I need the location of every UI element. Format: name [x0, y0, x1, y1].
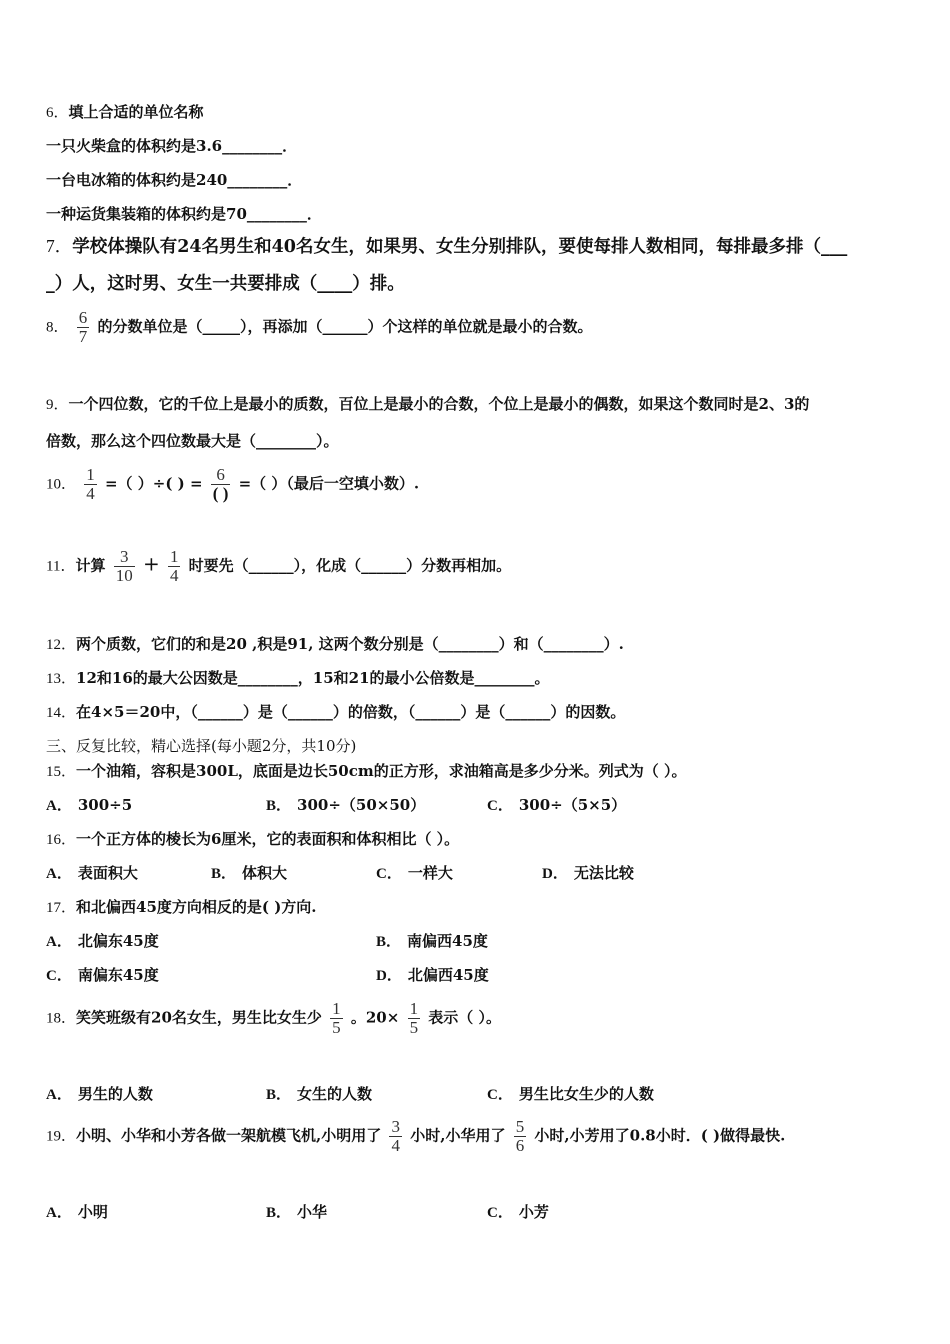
q10-middle: =（ ）÷( ) = — [104, 474, 203, 493]
q10-number: 10． — [46, 476, 77, 493]
q11 — [46, 548, 511, 585]
q15-option-a-text: 300÷5 — [77, 796, 133, 814]
q19-fraction-1 — [389, 1118, 402, 1155]
q17-option-d-label: D． — [376, 968, 402, 984]
q14 — [46, 702, 625, 723]
q19-option-c-label: C． — [487, 1205, 513, 1221]
q14-text: 在4×5＝20中，（______）是（______）的倍数，（______）是（______）的因数。 — [76, 703, 626, 721]
q11-fraction-1 — [114, 548, 135, 585]
q16-option-a-label: A． — [46, 866, 72, 882]
q11-frac2-denominator: 4 — [169, 566, 179, 585]
q12 — [46, 634, 624, 655]
q17-option-a-text: 北偏东45度 — [77, 932, 159, 950]
q17-number: 17． — [46, 900, 77, 916]
q11-frac1-denominator: 10 — [115, 566, 133, 585]
q19-option-b-label: B． — [266, 1205, 292, 1221]
q15-option-b[interactable] — [266, 795, 425, 816]
q18-option-a-text: 男生的人数 — [77, 1085, 153, 1103]
q18-frac2-denominator: 5 — [409, 1018, 419, 1037]
q19-frac2-denominator: 6 — [515, 1136, 525, 1155]
q15-number: 15． — [46, 764, 77, 780]
q19-text-2: 小时,小华用了 — [410, 1126, 506, 1145]
q6-line-1: 一只火柴盒的体积约是3.6________． — [46, 137, 298, 155]
q11-number: 11． — [46, 558, 76, 575]
q19-text-3: 小时,小芳用了0.8小时．( )做得最快. — [534, 1126, 786, 1145]
q15-option-c[interactable] — [487, 795, 626, 816]
q19-option-b[interactable] — [266, 1202, 327, 1223]
q8-number: 8． — [46, 319, 69, 336]
q17-option-c-label: C． — [46, 968, 72, 984]
q19-frac1-numerator: 3 — [391, 1117, 400, 1136]
q18-option-b-text: 女生的人数 — [297, 1085, 373, 1103]
q10-frac-denominator: 4 — [86, 484, 95, 503]
q18-option-c[interactable] — [487, 1084, 654, 1105]
q16-option-c-text: 一样大 — [407, 864, 453, 882]
q18-frac1-numerator: 1 — [332, 999, 341, 1018]
q18 — [46, 1000, 501, 1037]
q11-frac2-numerator: 1 — [169, 547, 179, 566]
q19-text-1: 小明、小华和小芳各做一架航模飞机,小明用了 — [76, 1126, 382, 1145]
q15-option-c-text: 300÷（5×5） — [518, 796, 627, 814]
q17-option-d[interactable] — [376, 965, 489, 986]
q7-text-1: 学校体操队有24名男生和40名女生，如果男、女生分别排队，要使每排人数相同，每排最多排（___ — [72, 237, 848, 257]
q8-frac-numerator: 6 — [78, 308, 88, 327]
q18-option-c-label: C． — [487, 1087, 513, 1103]
q18-text-2: 。20× — [350, 1008, 400, 1027]
q9-line-1 — [46, 394, 809, 415]
q18-fraction-1 — [330, 1000, 343, 1037]
q18-text-3: 表示（ ）。 — [428, 1008, 502, 1027]
q7-line-1 — [46, 236, 847, 257]
q17 — [46, 897, 317, 918]
q17-option-b-label: B． — [376, 934, 402, 950]
q19-option-c-text: 小芳 — [518, 1203, 549, 1221]
q8-fraction — [77, 309, 90, 346]
q18-text-1: 笑笑班级有20名女生，男生比女生少 — [76, 1008, 322, 1027]
q10-tail: =（ ）（最后一空填小数）. — [238, 474, 420, 493]
q16-option-b[interactable] — [211, 863, 287, 884]
q19-option-c[interactable] — [487, 1202, 549, 1223]
q17-option-d-text: 北偏西45度 — [407, 966, 489, 984]
q16-option-d-text: 无法比较 — [573, 864, 634, 882]
q18-option-a[interactable] — [46, 1084, 153, 1105]
q16-text: 一个正方体的棱长为6厘米，它的表面积和体积相比（ ）。 — [76, 830, 460, 848]
q9-text-1: 一个四位数，它的千位上是最小的质数，百位上是最小的合数，个位上是最小的偶数，如果这个数同时是2、3的 — [68, 395, 810, 413]
q11-frac1-numerator: 3 — [119, 547, 129, 566]
q12-number: 12． — [46, 637, 77, 653]
q9-line-2: 倍数，那么这个四位数最大是（________）。 — [46, 432, 339, 450]
q18-option-a-label: A． — [46, 1087, 72, 1103]
q10-fraction-2 — [211, 466, 231, 503]
q15-option-a-label: A． — [46, 798, 72, 814]
q11-plus: + — [142, 551, 160, 576]
q13-number: 13． — [46, 671, 77, 687]
q18-fraction-2 — [408, 1000, 421, 1037]
q11-prefix: 计算 — [75, 556, 106, 575]
q6-title — [46, 102, 204, 123]
q15-text: 一个油箱，容积是300L，底面是边长50cm的正方形，求油箱高是多少分米。列式为（ ）。 — [76, 762, 687, 780]
q19-frac1-denominator: 4 — [391, 1136, 400, 1155]
q10-frac2-numerator: 6 — [216, 465, 225, 484]
q7-number: 7． — [46, 236, 73, 256]
q19 — [46, 1118, 785, 1155]
q17-option-b[interactable] — [376, 931, 488, 952]
q17-text: 和北偏西45度方向相反的是( )方向. — [76, 898, 317, 916]
q9-number: 9． — [46, 397, 69, 413]
q8 — [46, 309, 593, 346]
q11-fraction-2 — [168, 548, 181, 585]
q17-option-c[interactable] — [46, 965, 159, 986]
q11-text: 时要先（______），化成（______）分数再相加。 — [188, 556, 512, 575]
q18-number: 18． — [46, 1010, 77, 1027]
q15-option-b-label: B． — [266, 798, 292, 814]
q17-option-c-text: 南偏东45度 — [77, 966, 159, 984]
q18-frac2-numerator: 1 — [409, 999, 419, 1018]
q19-option-a-text: 小明 — [77, 1203, 108, 1221]
q19-option-a[interactable] — [46, 1202, 108, 1223]
q17-option-a[interactable] — [46, 931, 159, 952]
q18-option-b[interactable] — [266, 1084, 372, 1105]
q18-option-b-label: B． — [266, 1087, 292, 1103]
q15 — [46, 761, 686, 782]
q18-frac1-denominator: 5 — [332, 1018, 341, 1037]
q16-option-b-label: B． — [211, 866, 237, 882]
q15-option-b-text: 300÷（50×50） — [297, 796, 426, 814]
q8-text: 的分数单位是（_____），再添加（______）个这样的单位就是最小的合数。 — [97, 317, 593, 336]
q10-frac-numerator: 1 — [86, 465, 95, 484]
q7-line-2: _）人，这时男、女生一共要排成（____）排。 — [46, 274, 405, 294]
q16-option-c[interactable] — [376, 863, 453, 884]
q15-option-c-label: C． — [487, 798, 513, 814]
q16-option-a[interactable] — [46, 863, 138, 884]
q6-line-3: 一种运货集装箱的体积约是70________． — [46, 205, 322, 223]
q16-number: 16． — [46, 832, 77, 848]
q14-number: 14． — [46, 705, 77, 721]
q15-option-a[interactable] — [46, 795, 132, 816]
q13 — [46, 668, 550, 689]
q17-option-b-text: 南偏西45度 — [407, 932, 488, 950]
q16-option-d[interactable] — [542, 863, 634, 884]
q19-fraction-2 — [514, 1118, 527, 1155]
q6-line-2: 一台电冰箱的体积约是240________． — [46, 171, 303, 189]
q16 — [46, 829, 459, 850]
q19-frac2-numerator: 5 — [515, 1117, 525, 1136]
q16-option-a-text: 表面积大 — [77, 864, 138, 882]
q16-option-b-text: 体积大 — [242, 864, 288, 882]
q19-number: 19． — [46, 1128, 77, 1145]
q13-text: 12和16的最大公因数是________，15和21的最小公倍数是________。 — [76, 669, 550, 687]
q17-option-a-label: A． — [46, 934, 72, 950]
q10 — [46, 466, 419, 503]
q12-text: 两个质数，它们的和是20 ,积是91, 这两个数分别是（________）和（________）. — [76, 635, 624, 653]
q8-frac-denominator: 7 — [78, 327, 88, 346]
q19-option-a-label: A． — [46, 1205, 72, 1221]
q19-option-b-text: 小华 — [297, 1203, 328, 1221]
q18-option-c-text: 男生比女生少的人数 — [518, 1085, 654, 1103]
q10-frac2-denominator: ( ) — [212, 484, 229, 503]
q6-title-text: 填上合适的单位名称 — [68, 103, 204, 121]
section-3-title: 三、反复比较，精心选择(每小题2分，共10分) — [46, 737, 357, 755]
q6-number: 6． — [46, 105, 69, 121]
q10-fraction — [84, 466, 97, 503]
q16-option-d-label: D． — [542, 866, 568, 882]
q16-option-c-label: C． — [376, 866, 402, 882]
